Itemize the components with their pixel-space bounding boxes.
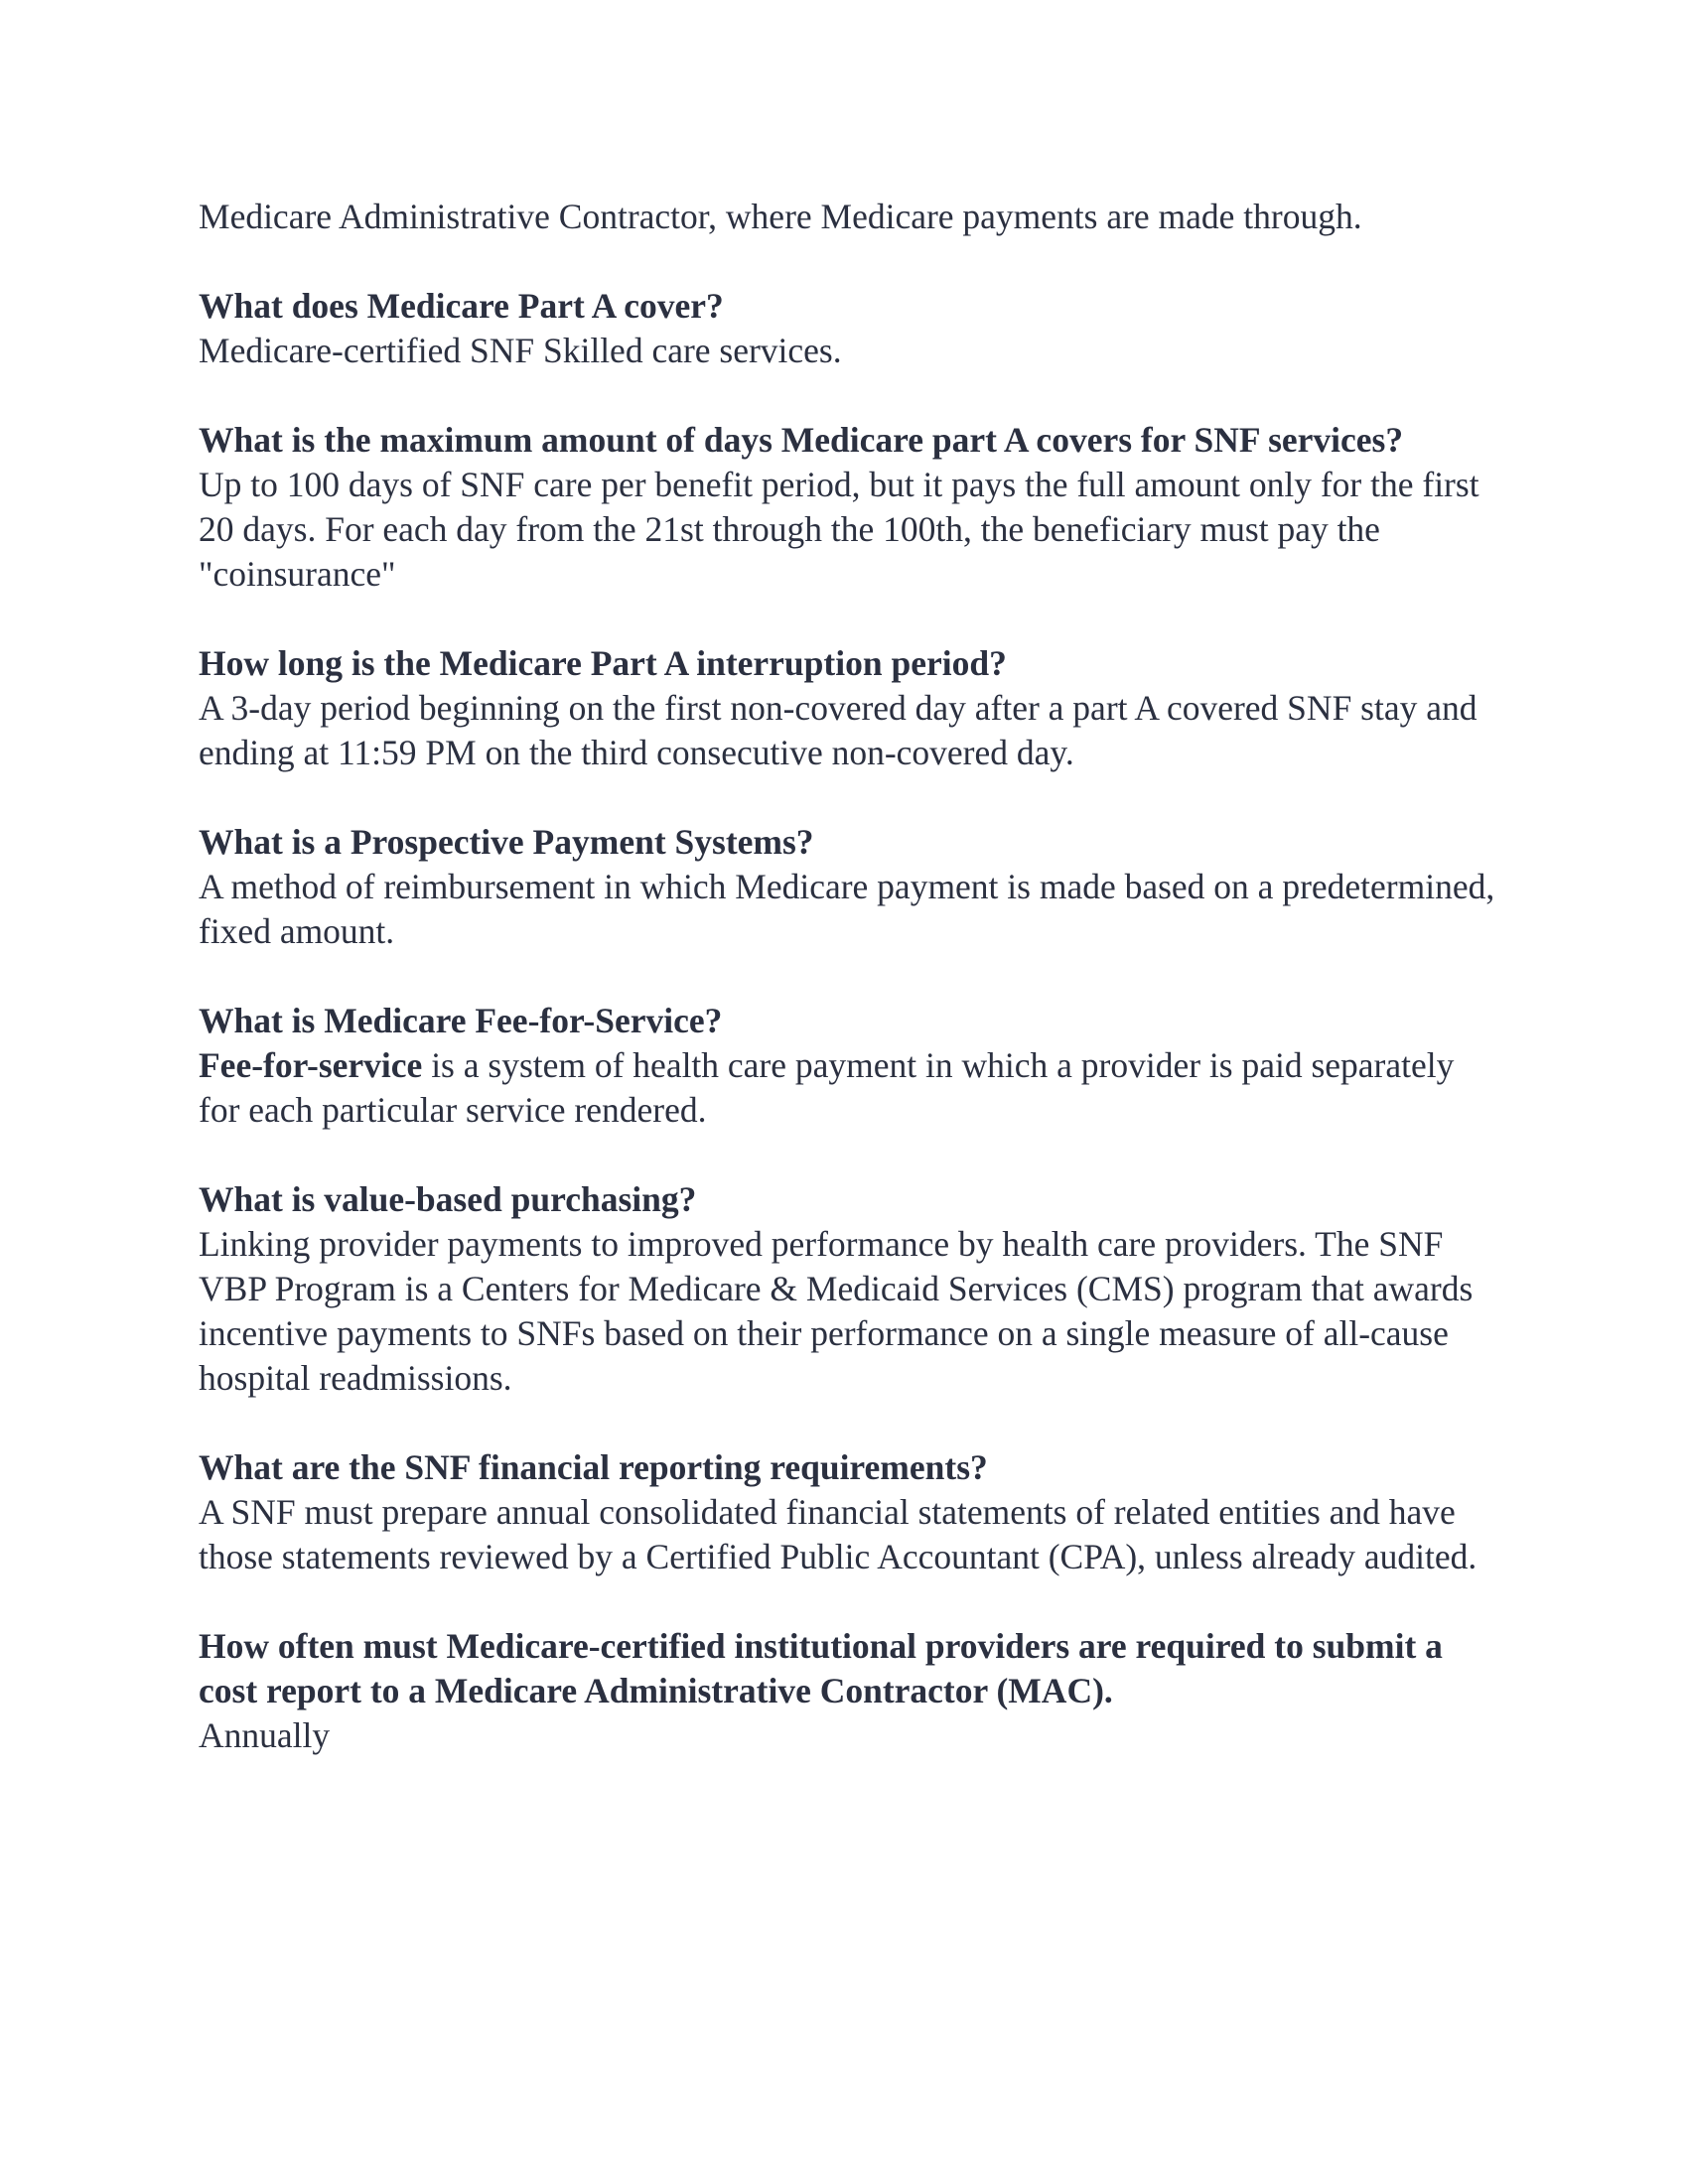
faq-question: What is value-based purchasing? [199, 1179, 697, 1219]
faq-question: What is the maximum amount of days Medicare part A covers for SNF services? [199, 420, 1404, 460]
faq-item [199, 1445, 1499, 1579]
document-page [199, 195, 1499, 1803]
faq-item [199, 1177, 1499, 1401]
faq-answer: Linking provider payments to improved performance by health care providers. The SNF VBP Program is a Centers for Medicare & Medicaid Services (CMS) program that awards incentive payments to SNFs based on their performance on a single measure of all-cause hospital readmissions. [199, 1224, 1474, 1398]
intro-text: Medicare Administrative Contractor, where Medicare payments are made through. [199, 197, 1362, 236]
faq-answer: Medicare-certified SNF Skilled care services. [199, 331, 842, 370]
faq-item [199, 820, 1499, 954]
faq-item [199, 999, 1499, 1133]
faq-question: How long is the Medicare Part A interruption period? [199, 643, 1007, 683]
faq-answer [199, 1043, 1499, 1133]
faq-question: What does Medicare Part A cover? [199, 286, 724, 326]
intro-block [199, 195, 1499, 239]
faq-answer-rest: is a system of health care payment in which a provider is paid separately for each particular service rendered. [199, 1045, 1455, 1130]
faq-answer: Annually [199, 1715, 331, 1755]
faq-item [199, 641, 1499, 775]
faq-item [199, 284, 1499, 373]
faq-question: How often must Medicare-certified institutional providers are required to submit a cost report to a Medicare Administrative Contractor (MAC). [199, 1626, 1443, 1710]
faq-question: What is Medicare Fee-for-Service? [199, 1001, 723, 1040]
faq-item [199, 418, 1499, 597]
faq-answer: A SNF must prepare annual consolidated financial statements of related entities and have those statements reviewed by a Certified Public Accountant (CPA), unless already audited. [199, 1492, 1477, 1576]
faq-question: What is a Prospective Payment Systems? [199, 822, 814, 862]
faq-item [199, 1624, 1499, 1758]
faq-answer: Up to 100 days of SNF care per benefit period, but it pays the full amount only for the first 20 days. For each day from the 21st through the 100th, the beneficiary must pay the "coinsurance" [199, 465, 1479, 594]
faq-question: What are the SNF financial reporting requirements? [199, 1447, 988, 1487]
faq-answer: A 3-day period beginning on the first non-covered day after a part A covered SNF stay and ending at 11:59 PM on the third consecutive non-covered day. [199, 688, 1477, 772]
faq-answer: A method of reimbursement in which Medicare payment is made based on a predetermined, fixed amount. [199, 867, 1495, 951]
faq-answer-bold-term: Fee-for-service [199, 1045, 423, 1085]
